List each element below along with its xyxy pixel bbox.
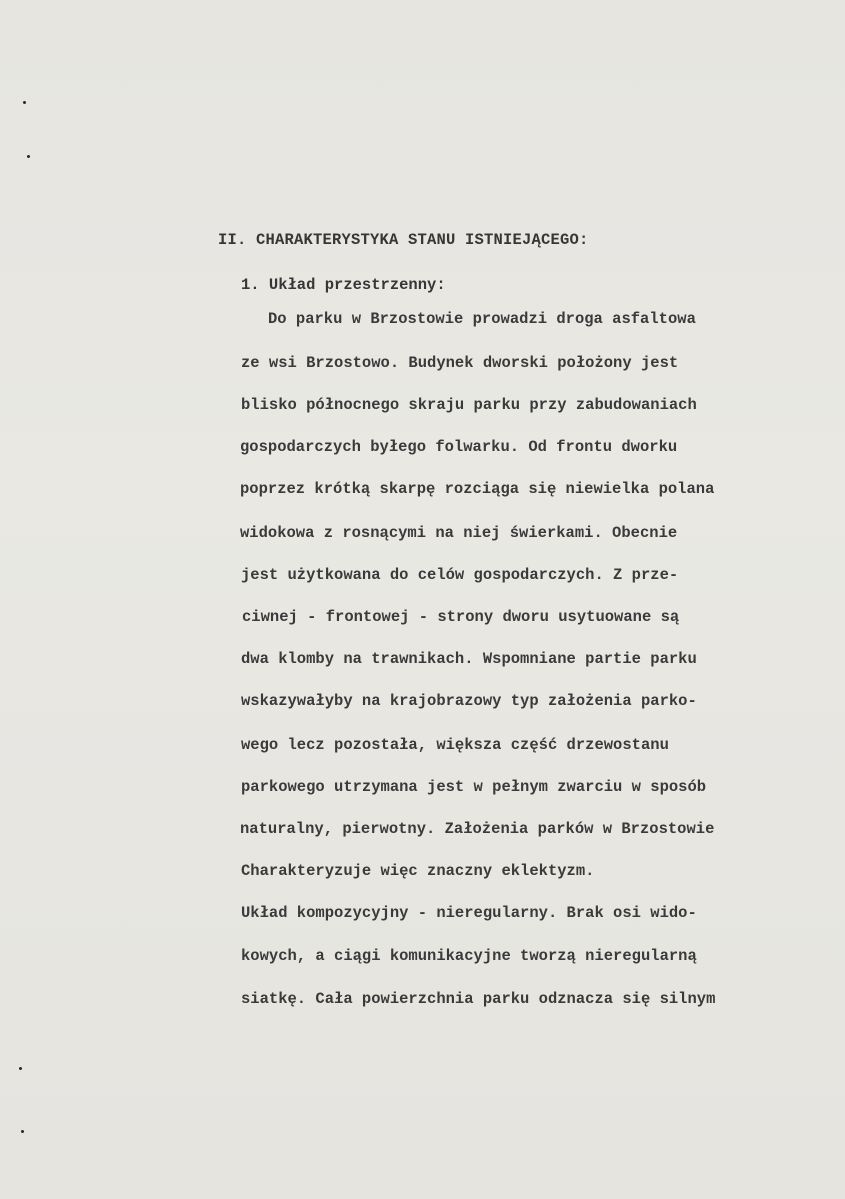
body-line: gospodarczych byłego folwarku. Od frontu dworku xyxy=(240,438,678,456)
punch-mark xyxy=(21,1130,24,1133)
punch-mark xyxy=(27,155,30,158)
body-line: ciwnej - frontowej - strony dworu usytuowane są xyxy=(242,608,680,626)
body-line: naturalny, pierwotny. Założenia parków w Brzostowie xyxy=(240,820,715,838)
subsection-heading: 1. Układ przestrzenny: xyxy=(241,276,446,294)
punch-mark xyxy=(23,101,26,104)
body-line: jest użytkowana do celów gospodarczych. Z prze- xyxy=(241,566,679,584)
body-line: wskazywałyby na krajobrazowy typ założenia parko- xyxy=(241,692,697,710)
body-line: Do parku w Brzostowie prowadzi droga asfaltowa xyxy=(268,310,696,328)
punch-mark xyxy=(19,1067,22,1070)
body-line: kowych, a ciągi komunikacyjne tworzą nieregularną xyxy=(241,947,697,965)
body-line: parkowego utrzymana jest w pełnym zwarciu w sposób xyxy=(241,778,707,796)
body-line: blisko północnego skraju parku przy zabudowaniach xyxy=(241,396,697,414)
body-line: siatkę. Cała powierzchnia parku odznacza się silnym xyxy=(241,990,716,1008)
body-line: Charakteryzuje więc znaczny eklektyzm. xyxy=(241,862,595,880)
body-line: poprzez krótką skarpę rozciąga się niewielka polana xyxy=(240,480,715,498)
body-line: dwa klomby na trawnikach. Wspomniane partie parku xyxy=(241,650,697,668)
body-line: ze wsi Brzostowo. Budynek dworski położony jest xyxy=(241,354,679,372)
section-heading: II. CHARAKTERYSTYKA STANU ISTNIEJĄCEGO: xyxy=(218,231,589,249)
body-line: Układ kompozycyjny - nieregularny. Brak osi wido- xyxy=(241,904,697,922)
body-line: wego lecz pozostała, większa część drzewostanu xyxy=(241,736,669,754)
body-line: widokowa z rosnącymi na niej świerkami. Obecnie xyxy=(240,524,678,542)
